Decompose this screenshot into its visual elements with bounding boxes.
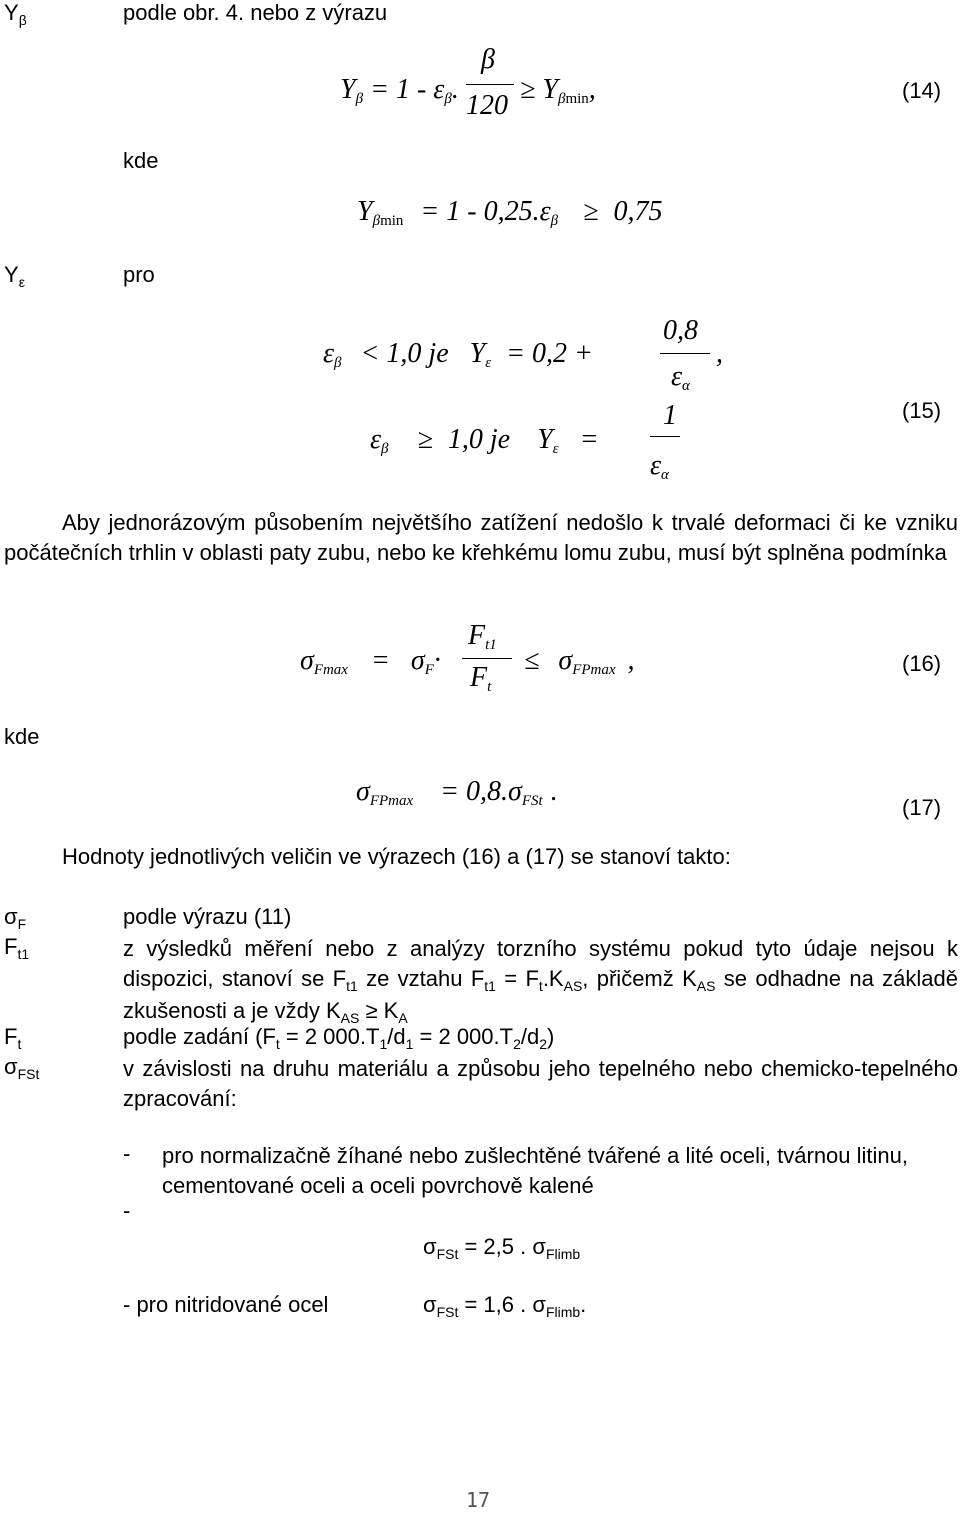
eq14-lhs: Yβ = 1 - εβ. [340, 74, 459, 107]
def-ft-p2s: 1 [379, 1036, 388, 1052]
def-ft1-p7: ≥ K [359, 998, 399, 1023]
def-ft-p3s: 1 [405, 1036, 414, 1052]
equation-sigma-fst-1 [423, 1234, 580, 1260]
eqb2-end: . [580, 1292, 587, 1317]
eq15a-den-alpha: α [682, 378, 690, 394]
eq16-fraction-den [470, 662, 491, 694]
eqb1-fst-sub: FSt [436, 1246, 459, 1262]
eqmin-epsilon: ε [539, 196, 551, 227]
symbol-y-epsilon [4, 262, 25, 288]
eq16-comma: , [627, 645, 635, 676]
def-ft1-p5: , přičemž K [582, 966, 697, 991]
eq14-epsilon: ε [433, 74, 445, 105]
eq15b-fraction-num: 1 [663, 400, 677, 431]
eq15b-epsilon: ε [370, 424, 382, 455]
row1-text: podle obr. 4. nebo z výrazu [123, 0, 388, 25]
eq15a-fraction-den [671, 361, 690, 393]
def-ft1-symbol [4, 934, 29, 960]
def-ft1-p5s: AS [696, 978, 716, 994]
eq16-dot: · [433, 645, 441, 676]
paragraph-condition: Aby jednorázovým působením největšího zatížení nedošlo k trvalé deformaci či ke vzniku počátečních trhlin v oblasti paty zubu, nebo ke křehkému lomu zubu, musí být splněna podmínka [4, 510, 958, 565]
def-sigma-f-symbol [4, 904, 26, 930]
eq14-comma: , [588, 74, 596, 105]
eq15b-y: Y [537, 424, 553, 455]
eq16-num-t1: t1 [485, 637, 497, 653]
eq16-fmax-sub: Fmax [313, 662, 348, 678]
eq15a-condition: < 1,0 je [360, 338, 449, 369]
def-ft1-p7s: A [398, 1010, 408, 1026]
eq17-expression [356, 776, 558, 808]
eqmin-beta-sub: β [372, 213, 381, 229]
eqb1-flimb-sub: Flimb [545, 1246, 581, 1262]
eq15b-condition: 1,0 je [447, 424, 511, 455]
eqb1-rhs: = 2,5 . σ [458, 1234, 546, 1259]
eq16-den-t: t [487, 679, 492, 695]
def-ft-p5s: 2 [539, 1036, 548, 1052]
eq15b-geq: ≥ [417, 424, 433, 455]
eq14-fraction-bar [466, 84, 514, 85]
eq14-equals: = 1 - [370, 74, 427, 105]
eq15a-fraction-num: 0,8 [663, 315, 698, 346]
def-sfst-sym: σ [4, 1054, 18, 1079]
def-ft1-p1: z výsledků měření nebo z analýzy torzního systému pokud tyto údaje nejsou k dispozici, stanoví se F [123, 936, 958, 991]
eq16-leq: ≤ [524, 645, 540, 676]
eq15b-beta-sub: β [381, 441, 389, 457]
def-ft-symbol [4, 1024, 21, 1050]
eq14-y: Y [340, 74, 356, 105]
def-ft-p4s: 2 [513, 1036, 521, 1052]
def-ft1-p3: = F [495, 966, 539, 991]
symbol-text: Y [4, 0, 19, 25]
def-ft-p6: ) [547, 1024, 555, 1049]
eq15a-epsilon: ε [323, 338, 335, 369]
eq14-min-sub: min [565, 91, 589, 107]
eqmin-beta-sub2: β [550, 213, 559, 229]
eq16-sigma3: σ [558, 645, 573, 676]
eq16-fraction-bar [462, 658, 512, 659]
eq16-equals: = [370, 645, 390, 676]
eq14-fraction-num: β [481, 44, 495, 75]
def-sigma-fst-symbol [4, 1054, 39, 1080]
eq15a-comma: , [716, 338, 723, 369]
eqmin-geq: ≥ [583, 196, 599, 227]
symbol-text-2: Y [4, 262, 19, 287]
eq14-beta-sub: β [355, 91, 364, 107]
eq16-fpmax-sub: FPmax [572, 662, 616, 678]
eq16-den-f: F [470, 662, 488, 693]
eq17-sigma: σ [356, 776, 370, 807]
eqb2-sigma: σ [423, 1292, 437, 1317]
values-intro: Hodnoty jednotlivých veličin ve výrazech (16) a (17) se stanoví takto: [62, 844, 731, 869]
eq16-rhs [524, 645, 635, 677]
bullet-2-dash: - [123, 1198, 131, 1223]
eq15-number: (15) [902, 398, 942, 423]
symbol-subscript-2: ε [18, 274, 25, 290]
eq14-beta-sub3: β [557, 91, 566, 107]
eq16-num-f: F [468, 620, 486, 651]
def-ft1-p2s: t1 [484, 978, 496, 994]
eqb2-fst-sub: FSt [436, 1304, 459, 1320]
eq15a-den-epsilon: ε [671, 361, 683, 392]
eq14-fraction-den: 120 [466, 90, 508, 121]
def-ft1-p6s: AS [340, 1010, 360, 1026]
def-ft1-text [123, 934, 958, 1028]
def-sigma-f-text: podle výrazu (11) [123, 904, 292, 929]
def-ft1-p2: ze vztahu F [357, 966, 485, 991]
eq17-sigma2: σ [508, 776, 522, 807]
eq15a-eps-sub: ε [485, 355, 492, 371]
eq17-number: (17) [902, 795, 942, 820]
eqmin-value: 0,75 [613, 196, 663, 227]
eq17-fst-sub: FSt [521, 793, 543, 809]
def-ft-p4: = 2 000.T [413, 1024, 514, 1049]
def-ft-p1: podle zadání (F [123, 1024, 276, 1049]
def-sfst-sub: FSt [17, 1066, 40, 1082]
eq16-lhs [300, 645, 441, 677]
eq16-fraction-num [468, 620, 497, 652]
row2-text: pro [123, 262, 155, 287]
def-ft1-p3s: t [538, 978, 543, 994]
def-ft-text [123, 1024, 554, 1050]
bullet-1-text: pro normalizačně žíhané nebo zušlechtěné tvářené a lité oceli, tvárnou litinu, cementované oceli a oceli povrchově kalené [162, 1143, 909, 1198]
def-ft-sym: F [4, 1024, 18, 1049]
eq15a-beta-sub: β [334, 355, 342, 371]
eq15b-fraction-den [650, 450, 669, 482]
def-ft1-sym: F [4, 934, 18, 959]
bullet-3-text: - pro nitridované ocel [123, 1292, 329, 1317]
eq16-f-sub: F [424, 662, 434, 678]
eqb1-sigma: σ [423, 1234, 437, 1259]
eqmin-y: Y [357, 196, 373, 227]
def-ft1-p6: se odhadne na základě zkušenosti a je vždy K [123, 966, 958, 1023]
eq15a-rhs: = 0,2 + [506, 338, 593, 369]
equation-sigma-fst-2 [423, 1292, 586, 1318]
symbol-subscript: β [18, 12, 27, 28]
eq15b-lhs [370, 424, 599, 456]
eq17-fpmax-sub: FPmax [369, 793, 414, 809]
def-ft-sub: t [17, 1036, 22, 1052]
eq15b-den-alpha: α [661, 467, 669, 483]
eq15b-fraction-bar [650, 436, 680, 437]
eq14-y2: Y [542, 74, 558, 105]
eq15a-fraction-bar [660, 353, 710, 354]
eqmin-rhs: = 1 - 0,25. [420, 196, 540, 227]
def-ft-p5: /d [520, 1024, 540, 1049]
eq15b-den-epsilon: ε [650, 450, 662, 481]
def-ft1-p4s: AS [563, 978, 583, 994]
def-ft-p3: /d [387, 1024, 406, 1049]
eqmin-min-sub: min [380, 213, 404, 229]
eq17-rhs: = 0,8. [440, 776, 509, 807]
def-sigma-fst-text: v závislosti na druhu materiálu a způsobu jeho tepelného nebo chemicko-tepelného zpracování: [123, 1056, 958, 1111]
eq14-beta-sub2: β [444, 91, 452, 107]
eq14-rhs [520, 74, 596, 106]
eqb2-rhs: = 1,6 . σ [458, 1292, 546, 1317]
eq16-number: (16) [902, 651, 942, 676]
eqb2-flimb-sub: Flimb [545, 1304, 581, 1320]
eq14-number: (14) [902, 78, 942, 103]
eq15a-lhs [323, 338, 593, 370]
kde-label-1: kde [123, 148, 159, 173]
def-ft-p1s: t [275, 1036, 280, 1052]
eq16-sigma2: σ [410, 645, 425, 676]
def-sf-sub: F [17, 916, 27, 932]
def-ft1-sub: t1 [17, 946, 30, 962]
eq17-dot: . [550, 776, 558, 807]
def-ft1-p1s: t1 [346, 978, 358, 994]
eq16-sigma: σ [300, 645, 314, 676]
eq14-geq: ≥ [520, 74, 536, 105]
eq15b-eps-sub: ε [552, 441, 559, 457]
def-ft-p2: = 2 000.T [279, 1024, 380, 1049]
eq15b-equals: = [579, 424, 599, 455]
equation-y-beta-min [357, 196, 663, 228]
def-sf-sym: σ [4, 904, 18, 929]
eq15a-y: Y [469, 338, 486, 369]
symbol-y-beta [4, 0, 27, 26]
def-ft1-p4: .K [542, 966, 564, 991]
kde-label-2: kde [4, 724, 40, 749]
page-number: 17 [466, 1488, 491, 1512]
bullet-1-dash: - [123, 1141, 131, 1166]
